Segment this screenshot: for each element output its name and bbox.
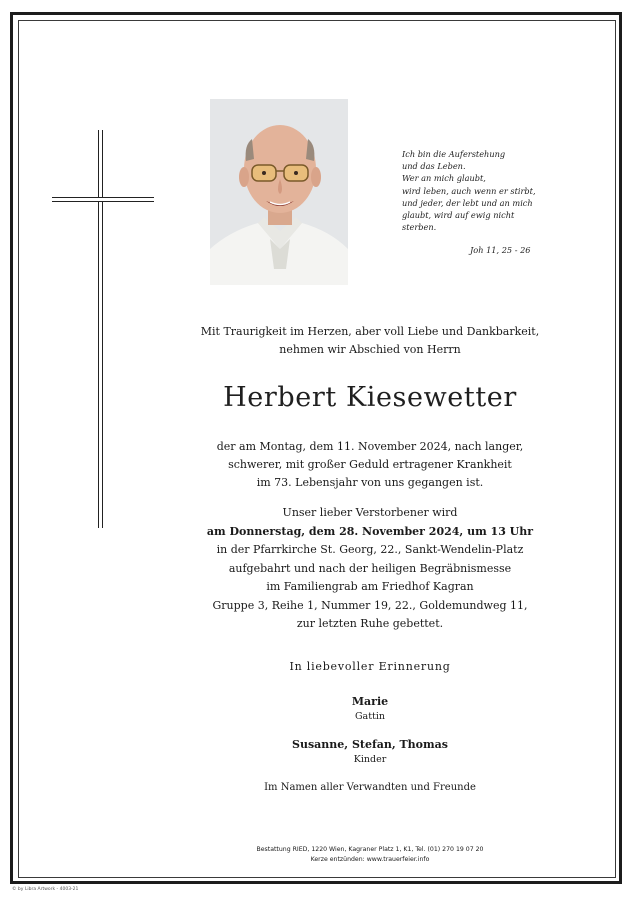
death-notice	[130, 438, 610, 492]
bible-quote	[402, 148, 552, 233]
portrait-image	[210, 99, 348, 285]
quote-line: glaubt, wird auf ewig nicht	[402, 210, 515, 221]
quote-line: sterben.	[402, 222, 437, 233]
candle-website: Kerze entzünden: www.trauerfeier.info	[310, 856, 430, 863]
memory-heading: In liebevoller Erinnerung	[289, 660, 451, 673]
death-line: schwerer, mit großer Geduld ertragener Krankheit	[228, 458, 512, 471]
quote-line: Wer an mich glaubt,	[402, 173, 486, 184]
funeral-date: am Donnerstag, dem 28. November 2024, um 13 Uhr	[206, 524, 534, 538]
funeral-line: zur letzten Ruhe gebettet.	[296, 617, 444, 630]
intro-line: nehmen wir Abschied von Herrn	[279, 343, 461, 356]
artwork-credit: © by Libra Artwork - 4003-21	[12, 887, 79, 892]
intro-text	[130, 323, 610, 359]
quote-line: wird leben, auch wenn er stirbt,	[402, 185, 536, 196]
funeral-details	[130, 504, 610, 634]
quote-line: und jeder, der lebt und an mich	[402, 197, 533, 208]
quote-line: Ich bin die Auferstehung	[402, 149, 506, 159]
cross-vertical-bar	[98, 130, 103, 528]
cross-horizontal-bar	[52, 197, 154, 202]
funeral-line: Unser lieber Verstorbener wird	[282, 506, 458, 519]
funeral-line: in der Pfarrkirche St. Georg, 22., Sankt-Wendelin-Platz	[216, 543, 524, 556]
family-member-role: Kinder	[353, 754, 387, 765]
deceased-name: Herbert Kiesewetter	[223, 382, 517, 413]
relatives-line: Im Namen aller Verwandten und Freunde	[264, 782, 476, 793]
death-line: im 73. Lebensjahr von uns gegangen ist.	[256, 476, 484, 489]
funeral-home-contact: Bestattung RIED, 1220 Wien, Kagraner Platz 1, K1, Tel. (01) 270 19 07 20	[256, 846, 484, 853]
family-member-name: Marie	[351, 695, 389, 708]
death-line: der am Montag, dem 11. November 2024, nach langer,	[216, 440, 524, 453]
funeral-line: im Familiengrab am Friedhof Kagran	[266, 580, 474, 593]
quote-reference: Joh 11, 25 - 26	[470, 245, 531, 255]
intro-line: Mit Traurigkeit im Herzen, aber voll Liebe und Dankbarkeit,	[200, 325, 540, 338]
family-member-role: Gattin	[354, 711, 386, 722]
quote-line: und das Leben.	[402, 161, 466, 172]
portrait-photo	[210, 99, 348, 285]
funeral-line: Gruppe 3, Reihe 1, Nummer 19, 22., Goldemundweg 11,	[212, 598, 528, 612]
funeral-line: aufgebahrt und nach der heiligen Begräbnismesse	[228, 561, 512, 575]
family-member-name: Susanne, Stefan, Thomas	[292, 738, 448, 751]
